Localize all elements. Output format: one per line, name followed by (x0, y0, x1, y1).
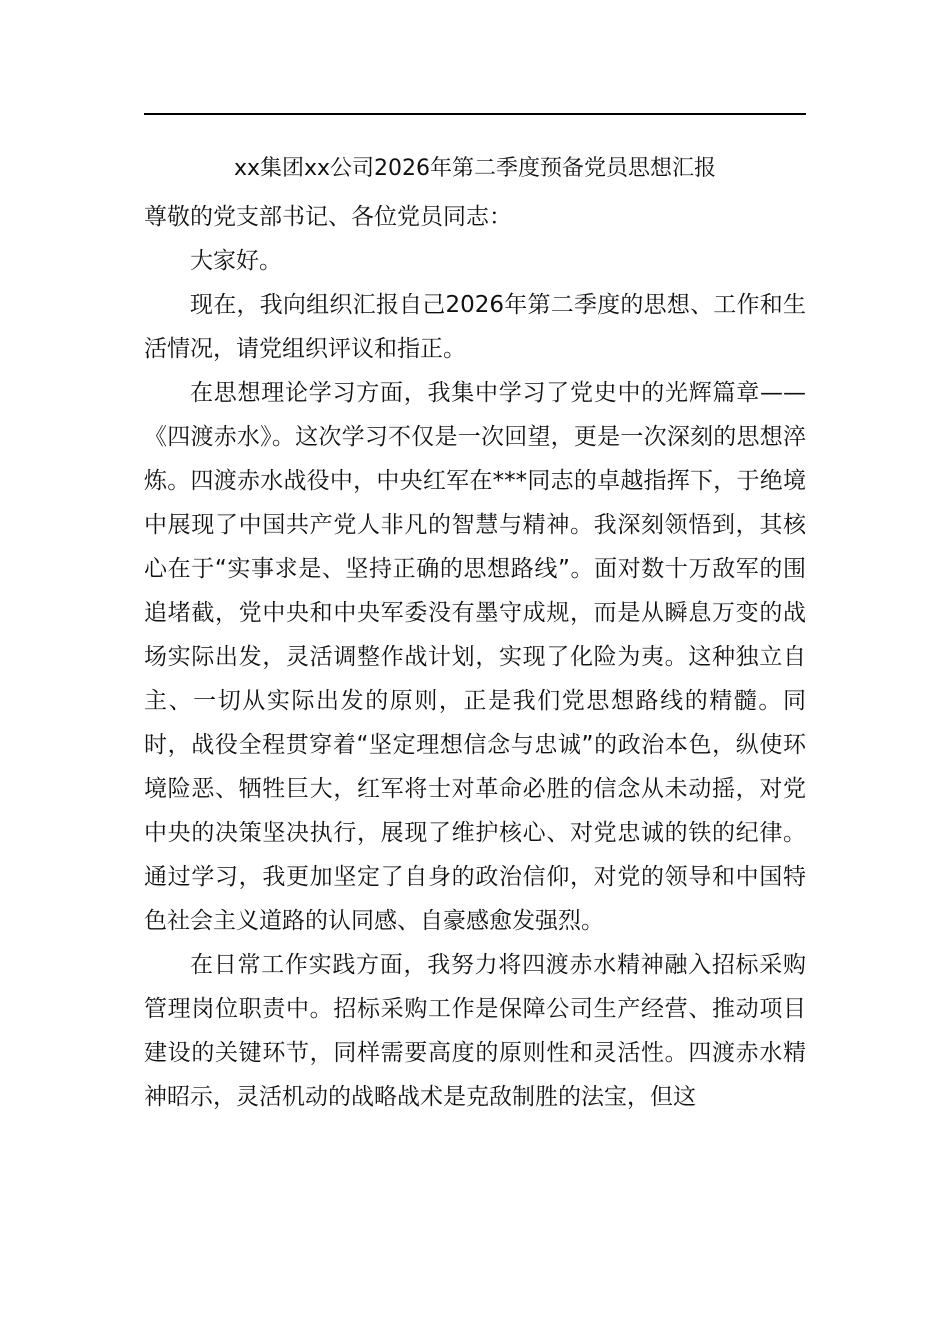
header-rule (144, 113, 806, 115)
paragraph-theory-study: 在思想理论学习方面，我集中学习了党史中的光辉篇章——《四渡赤水》。这次学习不仅是一次回望，更是一次深刻的思想淬炼。四渡赤水战役中，中央红军在***同志的卓越指挥下，于绝境中展现了中国共产党人非凡的智慧与精神。我深刻领悟到，其核心在于“实事求是、坚持正确的思想路线”。面对数十万敌军的围追堵截，党中央和中央军委没有墨守成规，而是从瞬息万变的战场实际出发，灵活调整作战计划，实现了化险为夷。这种独立自主、一切从实际出发的原则，正是我们党思想路线的精髓。同时，战役全程贯穿着“坚定理想信念与忠诚”的政治本色，纵使环境险恶、牺牲巨大，红军将士对革命必胜的信念从未动摇，对党中央的决策坚决执行，展现了维护核心、对党忠诚的铁的纪律。通过学习，我更加坚定了自身的政治信仰，对党的领导和中国特色社会主义道路的认同感、自豪感愈发强烈。 (144, 380, 806, 934)
salutation: 尊敬的党支部书记、各位党员同志： (144, 204, 512, 230)
document-body (144, 195, 806, 1119)
paragraph-intro: 现在，我向组织汇报自己2026年第二季度的思想、工作和生活情况，请党组织评议和指正。 (144, 292, 806, 362)
paragraph-work-practice: 在日常工作实践方面，我努力将四渡赤水精神融入招标采购管理岗位职责中。招标采购工作是保障公司生产经营、推动项目建设的关键环节，同样需要高度的原则性和灵活性。四渡赤水精神昭示，灵活机动的战略战术是克敌制胜的法宝，但这 (144, 952, 806, 1110)
document-title: xx集团xx公司2026年第二季度预备党员思想汇报 (233, 156, 717, 181)
paragraph-greeting: 大家好。 (190, 248, 282, 274)
